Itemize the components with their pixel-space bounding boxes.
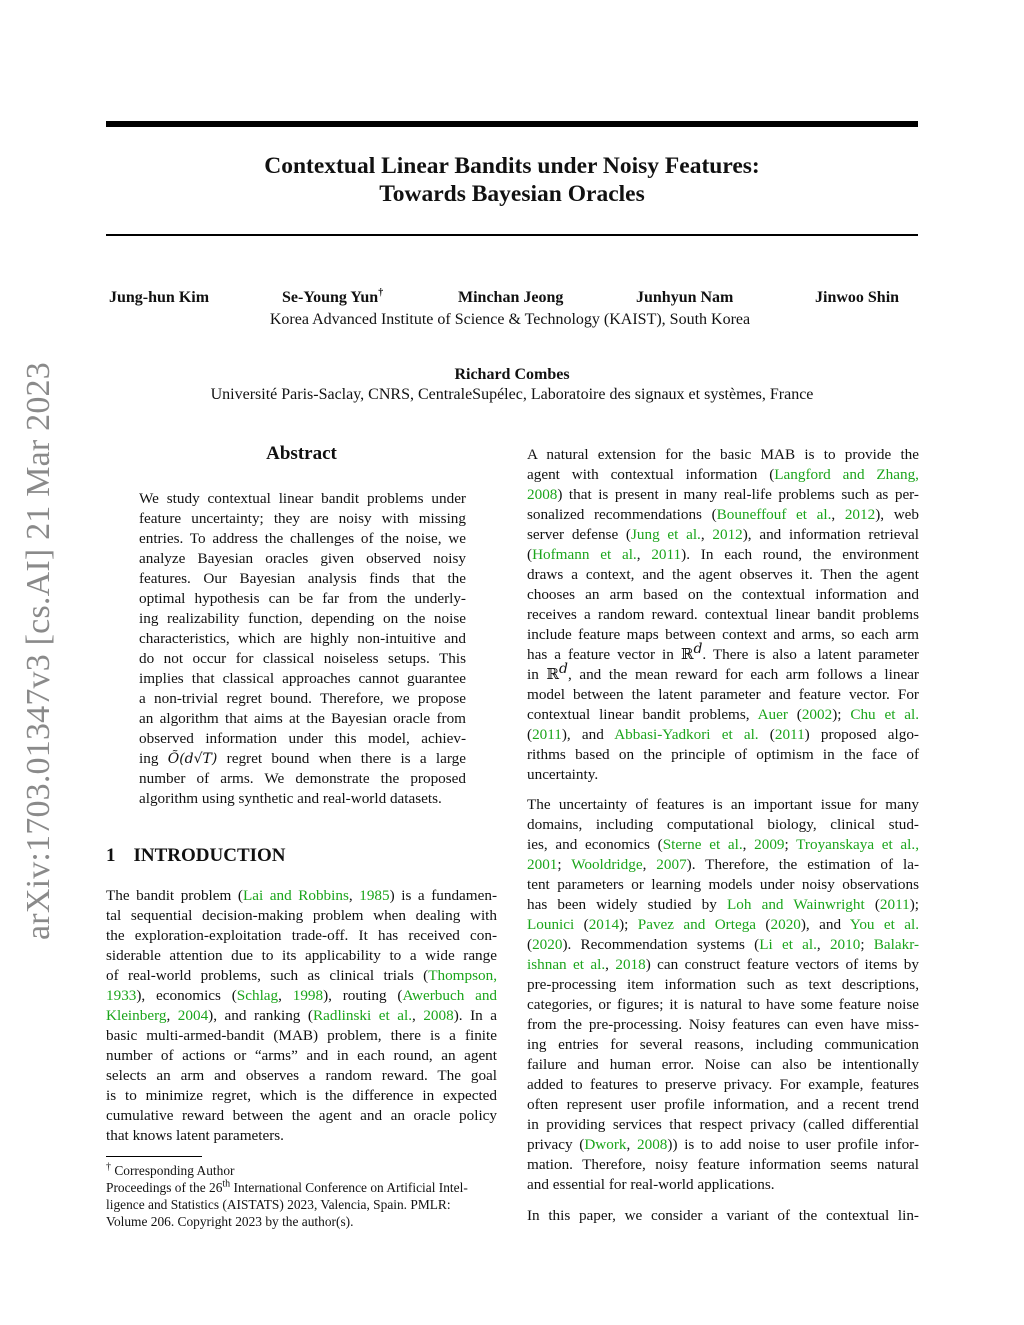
- intro-left-paragraph: [106, 886, 497, 1146]
- text-line: uncertainty.: [527, 766, 599, 783]
- text-line: selects an arm and observes a random reward. The goal: [106, 1067, 497, 1084]
- citation-link[interactable]: Sterne et al.: [662, 836, 743, 853]
- text-line: in providing services that respect privacy (called differential: [527, 1116, 919, 1133]
- text-line: ing entries for several reasons, including communication: [527, 1036, 919, 1053]
- text-line: that knows latent parameters.: [106, 1127, 284, 1144]
- top-rule: [106, 121, 918, 127]
- text-line: [527, 640, 919, 665]
- text-line: from the pre-processing. Noisy features can even have miss-: [527, 1016, 919, 1033]
- text: ,: [166, 1007, 178, 1024]
- abstract-line: characteristics, which are highly non-intuitive and: [139, 630, 466, 647]
- author-6: Richard Combes: [454, 366, 570, 383]
- text: (: [787, 706, 802, 723]
- citation-link[interactable]: Pavez and Ortega: [637, 916, 757, 933]
- regret-bound-math: Õ(d√T): [167, 751, 218, 767]
- footnote-mark: †: [106, 1161, 111, 1173]
- corresponding-mark: †: [378, 287, 384, 299]
- text-line: A natural extension for the basic MAB is to provide the: [527, 446, 919, 463]
- author-5: Jinwoo Shin: [815, 289, 900, 306]
- footnote-line: [106, 1162, 506, 1179]
- text: , and the mean reward for each arm follows a linear: [567, 666, 919, 683]
- text: );: [619, 916, 638, 933]
- text: ) that is present in many real-life problems such as per-: [557, 486, 919, 503]
- title-line-2: Towards Bayesian Oracles: [379, 181, 645, 207]
- citation-link[interactable]: Abbasi-Yadkori et al.: [614, 726, 759, 743]
- citation-link[interactable]: ishnan et al.: [527, 956, 606, 973]
- author-4: Junhyun Nam: [636, 289, 734, 306]
- text-line: chooses an arm based on the contextual information and: [527, 586, 919, 603]
- text-line: [527, 725, 919, 745]
- intro-right-paragraph-1: [527, 445, 919, 785]
- citation-link[interactable]: 2008: [527, 486, 558, 503]
- text-line: failure and human error. Noise can also be intentionally: [527, 1056, 919, 1073]
- abstract-line: features. Our Bayesian analysis finds that the: [139, 570, 466, 587]
- text: ). In a: [453, 1007, 498, 1024]
- abstract-line: algorithm using synthetic and real-world datasets.: [139, 790, 442, 807]
- text-line: [527, 465, 919, 485]
- text: ;: [784, 836, 797, 853]
- text-line: [527, 855, 919, 875]
- footnote-rule: [106, 1156, 202, 1157]
- text-line: is to minimize regret, which is the difference in expected: [106, 1087, 497, 1104]
- text: );: [909, 896, 919, 913]
- section-number: 1: [106, 845, 116, 866]
- text: ) is a fundamen-: [389, 887, 498, 904]
- abstract-line: implies that classical approaches cannot guarantee: [139, 670, 466, 687]
- abstract-line: optimal hypothesis can be far from the underly-: [139, 590, 466, 607]
- text: ), and: [561, 726, 615, 743]
- citation-link[interactable]: 2018: [615, 956, 646, 973]
- text: ,: [605, 956, 616, 973]
- text-line: [527, 835, 919, 855]
- text-line: [527, 895, 919, 915]
- author-1: Jung-hun Kim: [109, 289, 210, 306]
- text: has a feature vector in: [527, 646, 681, 663]
- text-line: and essential for real-world applications.: [527, 1176, 775, 1193]
- text-line: rithms based on the principle of optimism in the face of: [527, 746, 919, 763]
- text-line: [527, 955, 919, 975]
- author-3: Minchan Jeong: [458, 289, 564, 306]
- affiliation-kaist: Korea Advanced Institute of Science & Technology (KAIST), South Korea: [269, 311, 751, 328]
- text: ,: [278, 987, 293, 1004]
- citation-link[interactable]: 2011: [532, 726, 562, 743]
- citation-link[interactable]: 2007: [656, 856, 687, 873]
- citation-link[interactable]: Langford and Zhang,: [774, 466, 919, 483]
- text-line: [106, 966, 497, 986]
- text-line: [106, 986, 497, 1006]
- text-line: [527, 545, 919, 565]
- text: (: [574, 916, 589, 933]
- citation-link[interactable]: Dwork: [584, 1136, 627, 1153]
- citation-link[interactable]: Kleinberg: [106, 1007, 167, 1024]
- abstract-line: an algorithm that aims at the Bayesian oracle from: [139, 710, 466, 727]
- text: ,: [700, 526, 713, 543]
- text: (: [756, 916, 771, 933]
- text: ), and: [800, 916, 850, 933]
- text: )) is to add noise to user profile infor-: [667, 1136, 919, 1153]
- text-line: tal sequential decision-making problem when dealing with: [106, 907, 497, 924]
- abstract-line: We study contextual linear bandit problems under: [139, 490, 466, 507]
- text: ) can construct feature vectors of items by: [645, 956, 919, 973]
- citation-link[interactable]: 2010: [829, 936, 861, 953]
- citation-link[interactable]: 2012: [712, 526, 743, 543]
- footnote-text: International Conference on Artificial Intel-: [230, 1180, 468, 1195]
- text-line: [527, 485, 919, 505]
- citation-link[interactable]: Bouneffouf et al.: [716, 506, 832, 523]
- text: ), routing (: [323, 987, 403, 1004]
- text: (: [527, 726, 533, 743]
- text-line: [527, 935, 919, 955]
- citation-link[interactable]: Radlinski et al.: [313, 1007, 412, 1024]
- text: . There is also a latent parameter: [702, 646, 919, 663]
- abstract-line: [139, 749, 466, 769]
- citation-link[interactable]: 1998: [292, 987, 324, 1004]
- text-line: receives a random reward. contextual linear bandit problems: [527, 606, 919, 623]
- text: sonalized recommendations (: [527, 506, 717, 523]
- text: privacy (: [527, 1136, 585, 1153]
- text: ,: [636, 546, 652, 563]
- text-line: [106, 886, 497, 906]
- citation-link[interactable]: 2020: [770, 916, 801, 933]
- abstract-text: ing: [139, 750, 168, 767]
- text-line: pre-processing item information such as text descriptions,: [527, 976, 919, 993]
- text-line: [527, 1135, 919, 1155]
- text: ,: [831, 506, 845, 523]
- text: ). In each round, the environment: [681, 546, 919, 563]
- text: ,: [742, 836, 755, 853]
- title-line-1: Contextual Linear Bandits under Noisy Features:: [264, 153, 760, 179]
- text: ), economics (: [136, 987, 237, 1004]
- text: ;: [860, 936, 874, 953]
- citation-link[interactable]: 1985: [359, 887, 390, 904]
- text: ,: [642, 856, 657, 873]
- abstract-line: feature uncertainty; they are noisy with missing: [139, 510, 466, 527]
- author-2-name: Se-Young Yun: [282, 289, 379, 306]
- text-line: [527, 505, 919, 525]
- citation-link[interactable]: Wooldridge: [571, 856, 643, 873]
- text-line: siderable attention due to its applicability to a wide range: [106, 947, 497, 964]
- abstract-text: regret bound when there is a large: [217, 750, 466, 767]
- intro-right-paragraph-2: [527, 795, 919, 1195]
- abstract-body: [139, 489, 466, 809]
- text: ,: [626, 1136, 638, 1153]
- text: (: [527, 936, 533, 953]
- citation-link[interactable]: Awerbuch and: [402, 987, 498, 1004]
- arxiv-stamp: arXiv:1703.01347v3 [cs.AI] 21 Mar 2023: [20, 362, 57, 940]
- citation-link[interactable]: Lai and Robbins: [242, 887, 349, 904]
- text-line: categories, or figures; it is natural to have some feature noise: [527, 996, 919, 1013]
- citation-link[interactable]: Chu et al.: [850, 706, 919, 723]
- reals-symbol: ℝ: [546, 666, 560, 683]
- text: has been widely studied by: [527, 896, 727, 913]
- text-line: mation. Therefore, noisy feature information seems natural: [527, 1156, 919, 1173]
- reals-symbol: ℝ: [680, 646, 694, 663]
- text-line: The uncertainty of features is an important issue for many: [527, 796, 919, 813]
- footnote-line: ligence and Statistics (AISTATS) 2023, Valencia, Spain. PMLR:: [106, 1197, 451, 1212]
- text: ), and information retrieval: [742, 526, 919, 543]
- section-title: INTRODUCTION: [133, 845, 286, 866]
- abstract-line: analyze Bayesian oracles given observed noisy: [139, 550, 466, 567]
- citation-link[interactable]: 2008: [423, 1007, 454, 1024]
- citation-link[interactable]: You et al.: [849, 916, 920, 933]
- abstract-line: number of arms. We demonstrate the proposed: [139, 770, 466, 787]
- abstract-line: observed information under this model, achiev-: [139, 730, 466, 747]
- footnote-sup: th: [222, 1178, 231, 1190]
- text-line: [527, 915, 919, 935]
- text-line: [106, 1006, 497, 1026]
- citation-link[interactable]: Li et al.: [759, 936, 817, 953]
- author-2: [282, 289, 383, 307]
- text: contextual linear bandit problems,: [527, 706, 758, 723]
- text-line: often represent user profile information, and a recent trend: [527, 1096, 919, 1113]
- footnote-text: Corresponding Author: [111, 1163, 235, 1178]
- text: in: [527, 666, 547, 683]
- citation-link[interactable]: Thompson,: [428, 967, 497, 984]
- footnote: [106, 1162, 506, 1230]
- text-line: cumulative reward between the agent and an oracle policy: [106, 1107, 497, 1124]
- text: ) proposed algo-: [804, 726, 919, 743]
- text: ies, and economics (: [527, 836, 663, 853]
- text: ), and ranking (: [208, 1007, 313, 1024]
- citation-link[interactable]: Loh and Wainwright: [726, 896, 865, 913]
- text: ). Therefore, the estimation of la-: [686, 856, 920, 873]
- text: ,: [348, 887, 360, 904]
- text-line: basic multi-armed-bandit (MAB) problem, there is a finite: [106, 1027, 497, 1044]
- citation-link[interactable]: Troyanskaya et al.,: [796, 836, 919, 853]
- citation-link[interactable]: Schlag: [236, 987, 279, 1004]
- text-line: [527, 660, 919, 685]
- affiliation-paris-saclay: Université Paris-Saclay, CNRS, CentraleSupélec, Laboratoire des signaux et systèmes, France: [210, 386, 814, 403]
- citation-link[interactable]: 2011: [774, 726, 805, 743]
- text: ,: [816, 936, 830, 953]
- text-line: tent parameters or learning models under noisy observations: [527, 876, 919, 893]
- citation-link[interactable]: 2004: [177, 1007, 209, 1024]
- text-line: In this paper, we consider a variant of the contextual lin-: [527, 1207, 919, 1224]
- text: agent with contextual information (: [527, 466, 775, 483]
- footnote-text: Proceedings of the 26: [106, 1180, 223, 1195]
- section-heading-introduction: [106, 845, 286, 867]
- text: ,: [412, 1007, 424, 1024]
- text-line: model between the latent parameter and feature vector. For: [527, 686, 919, 703]
- text: );: [832, 706, 851, 723]
- footnote-line: Volume 206. Copyright 2023 by the author(s).: [106, 1214, 354, 1229]
- paper-title: [106, 152, 918, 208]
- abstract-line: do not occur for classical noiseless setups. This: [139, 650, 466, 667]
- citation-link[interactable]: Lounici: [527, 916, 575, 933]
- citation-link[interactable]: 2001: [527, 856, 558, 873]
- text: (: [758, 726, 775, 743]
- text: ), web: [875, 506, 919, 523]
- text-line: the exploration-exploitation trade-off. It has received con-: [106, 927, 497, 944]
- text-line: [527, 525, 919, 545]
- text: (: [527, 546, 533, 563]
- dimension-d: d: [693, 640, 703, 657]
- dimension-d: d: [559, 660, 568, 677]
- text: (: [864, 896, 880, 913]
- text-line: include feature maps between context and arms, so each arm: [527, 626, 919, 643]
- citation-link[interactable]: 2002: [801, 706, 833, 723]
- text: server defense (: [527, 526, 631, 543]
- citation-link[interactable]: 2008: [637, 1136, 668, 1153]
- citation-link[interactable]: 1933: [106, 987, 137, 1004]
- citation-link[interactable]: 2011: [879, 896, 910, 913]
- citation-link[interactable]: Hofmann et al.: [532, 546, 637, 563]
- text: ;: [557, 856, 572, 873]
- citation-link[interactable]: 2020: [532, 936, 563, 953]
- text-line: [527, 705, 919, 725]
- citation-link[interactable]: Auer: [757, 706, 788, 723]
- title-bottom-rule: [106, 234, 918, 236]
- abstract-heading: Abstract: [266, 443, 337, 464]
- abstract-line: ing realizability function, depending on the noise: [139, 610, 466, 627]
- citation-link[interactable]: Jung et al.: [630, 526, 701, 543]
- citation-link[interactable]: 2012: [844, 506, 876, 523]
- citation-link[interactable]: 2011: [651, 546, 682, 563]
- text: ). Recommendation systems (: [562, 936, 760, 953]
- text: The bandit problem (: [106, 887, 243, 904]
- text-line: added to features to preserve privacy. For example, features: [527, 1076, 919, 1093]
- footnote-line: [106, 1179, 506, 1196]
- citation-link[interactable]: 2009: [754, 836, 785, 853]
- citation-link[interactable]: 2014: [588, 916, 620, 933]
- abstract-line: a non-trivial regret bound. Therefore, we propose: [139, 690, 466, 707]
- text: of real-world problems, such as clinical trials (: [106, 967, 429, 984]
- abstract-line: entries. To address the challenges of the noise, we: [139, 530, 466, 547]
- text-line: domains, including computational biology, clinical stud-: [527, 816, 919, 833]
- text-line: number of actions or “arms” and in each round, an agent: [106, 1047, 497, 1064]
- citation-link[interactable]: Balakr-: [873, 936, 920, 953]
- intro-right-paragraph-3: [527, 1206, 919, 1226]
- text-line: draws a context, and the agent observes it. Then the agent: [527, 566, 919, 583]
